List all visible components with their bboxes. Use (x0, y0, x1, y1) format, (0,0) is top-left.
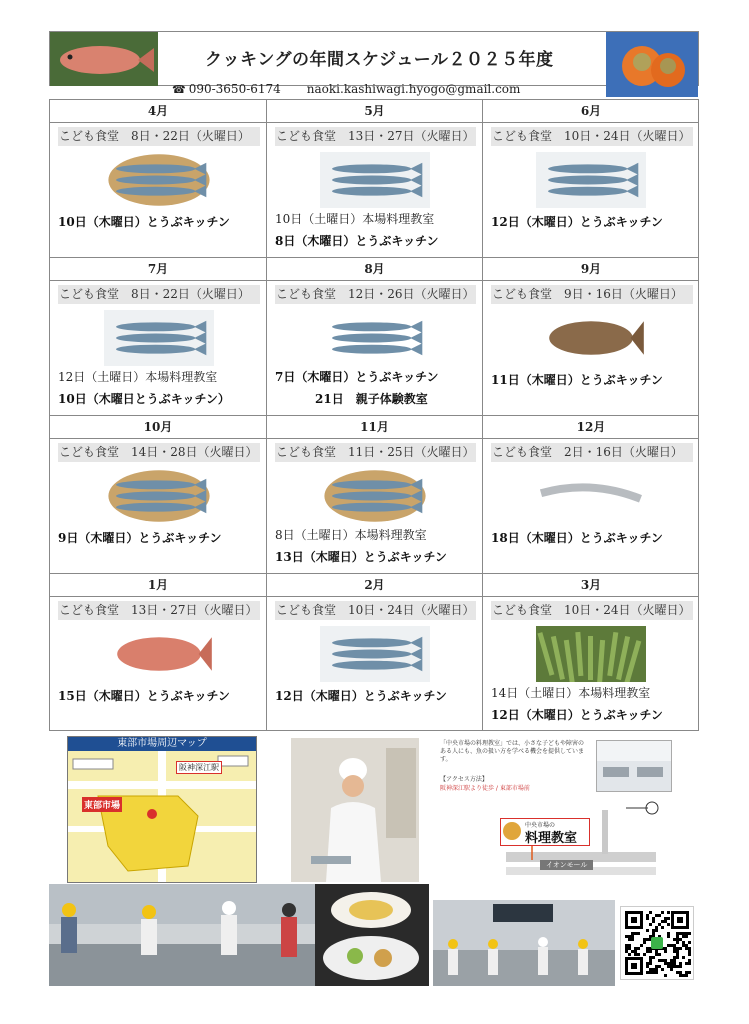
month-label: 12月 (483, 416, 699, 439)
fish-photo-hairtail (536, 468, 646, 524)
qr-code (620, 906, 694, 980)
kodomo-shokudo-dates: こども食堂 10日・24日（火曜日） (491, 601, 693, 620)
month-label: 11月 (267, 416, 482, 439)
logo-small-text: 中央市場の (525, 822, 556, 829)
area-map (67, 736, 257, 883)
month-cell (483, 416, 699, 574)
chef-photo (291, 738, 419, 882)
schedule-entry-kitchen: 10日（木曜日）とうぶキッチン (58, 215, 230, 229)
fish-photo-mackerel (320, 152, 430, 208)
kodomo-shokudo-dates: こども食堂 13日・27日（火曜日） (275, 127, 476, 146)
month-cell (267, 416, 483, 574)
phone-icon: ☎ (172, 83, 186, 96)
kodomo-shokudo-dates: こども食堂 10日・24日（火曜日） (491, 127, 693, 146)
schedule-entry-kitchen: 13日（木曜日）とうぶキッチン (275, 550, 447, 564)
kodomo-shokudo-dates: こども食堂 14日・28日（火曜日） (58, 443, 260, 462)
kodomo-shokudo-dates: こども食堂 13日・27日（火曜日） (58, 601, 260, 620)
kodomo-shokudo-dates: こども食堂 8日・22日（火曜日） (58, 285, 260, 304)
dish-photo (315, 884, 429, 986)
fish-photo-sweetfish (104, 152, 214, 208)
fish-photo-flounder (536, 310, 646, 366)
header-fish-photo (50, 32, 158, 86)
kodomo-shokudo-dates: こども食堂 9日・16日（火曜日） (491, 285, 693, 304)
schedule-entry-kitchen: 15日（木曜日）とうぶキッチン (58, 689, 230, 703)
month-label: 7月 (50, 258, 266, 281)
schedule-entry-kitchen: 12日（木曜日）とうぶキッチン (491, 215, 663, 229)
month-label: 4月 (50, 100, 266, 123)
month-cell (50, 574, 267, 730)
schedule-entry-class: 12日（土曜日）本場料理教室 (58, 370, 218, 384)
logo-circle-icon (503, 822, 521, 840)
fish-photo-sardine2 (320, 626, 430, 682)
class-photo-2 (433, 900, 615, 986)
schedule-entry-kitchen: 10日（木曜日とうぶキッチン） (58, 392, 230, 406)
month-cell (483, 574, 699, 730)
kodomo-shokudo-dates: こども食堂 12日・26日（火曜日） (275, 285, 476, 304)
month-label: 1月 (50, 574, 266, 597)
fish-photo-bonito (104, 310, 214, 366)
fish-photo-vegetables (536, 626, 646, 682)
fish-photo-saury (104, 468, 214, 524)
email-address: naoki.kashiwagi.hyogo@gmail.com (306, 82, 521, 96)
month-label: 3月 (483, 574, 699, 597)
month-cell (267, 258, 483, 416)
schedule-entry-class: 14日（土曜日）本場料理教室 (491, 686, 651, 700)
fish-photo-mackerel2 (320, 468, 430, 524)
page-title: クッキングの年間スケジュール２０２５年度 (205, 50, 554, 70)
mall-label: イオンモール (540, 860, 593, 870)
map-station-label: 阪神深江駅 (176, 761, 222, 774)
schedule-entry-kitchen: 9日（木曜日）とうぶキッチン (58, 531, 222, 545)
header-dish-photo (606, 32, 698, 97)
map-title: 東部市場周辺マップ (68, 737, 256, 751)
contact-line (172, 82, 520, 96)
month-label: 2月 (267, 574, 482, 597)
month-label: 9月 (483, 258, 699, 281)
class-photo-1 (49, 884, 315, 986)
kitchen-logo (500, 818, 590, 846)
fish-photo-horse-mackerel (536, 152, 646, 208)
month-cell (483, 258, 699, 416)
phone-number: 090-3650-6174 (188, 82, 281, 96)
kodomo-shokudo-dates: こども食堂 8日・22日（火曜日） (58, 127, 260, 146)
month-label: 10月 (50, 416, 266, 439)
logo-big-text: 料理教室 (525, 831, 578, 846)
schedule-entry-kitchen: 11日（木曜日）とうぶキッチン (491, 373, 663, 387)
month-cell (267, 574, 483, 730)
schedule-entry-kitchen: 21日 親子体験教室 (315, 392, 428, 406)
month-label: 5月 (267, 100, 482, 123)
month-label: 6月 (483, 100, 699, 123)
schedule-entry-kitchen: 12日（木曜日）とうぶキッチン (275, 689, 447, 703)
schedule-entry-class: 8日（土曜日）本場料理教室 (275, 528, 427, 542)
month-label: 8月 (267, 258, 482, 281)
info-intro: 「中央市場の料理教室」では、小さな子どもや障害のある人にも、魚の扱い方を学べる機会を提供しています。 (440, 740, 585, 763)
fish-photo-sardine (320, 310, 430, 366)
kitchen-room-photo (596, 740, 672, 792)
map-market-label: 東部市場 (82, 797, 122, 812)
schedule-entry-class: 10日（土曜日）本場料理教室 (275, 212, 435, 226)
schedule-entry-kitchen: 18日（木曜日）とうぶキッチン (491, 531, 663, 545)
fish-photo-sea-bream (104, 626, 214, 682)
month-cell (50, 416, 267, 574)
month-cell (483, 100, 699, 258)
kodomo-shokudo-dates: こども食堂 2日・16日（火曜日） (491, 443, 693, 462)
schedule-entry-kitchen: 8日（木曜日）とうぶキッチン (275, 234, 439, 248)
kodomo-shokudo-dates: こども食堂 11日・25日（火曜日） (275, 443, 476, 462)
schedule-entry-kitchen: 7日（木曜日）とうぶキッチン (275, 370, 439, 384)
access-text: 阪神深江駅より徒歩 / 東部市場前 (440, 785, 530, 792)
month-cell (50, 258, 267, 416)
access-title: 【アクセス方法】 (440, 776, 488, 783)
schedule-entry-kitchen: 12日（木曜日）とうぶキッチン (491, 708, 663, 722)
info-panel (436, 736, 702, 886)
schedule-grid (49, 99, 699, 731)
month-cell (50, 100, 267, 258)
kodomo-shokudo-dates: こども食堂 10日・24日（火曜日） (275, 601, 476, 620)
month-cell (267, 100, 483, 258)
